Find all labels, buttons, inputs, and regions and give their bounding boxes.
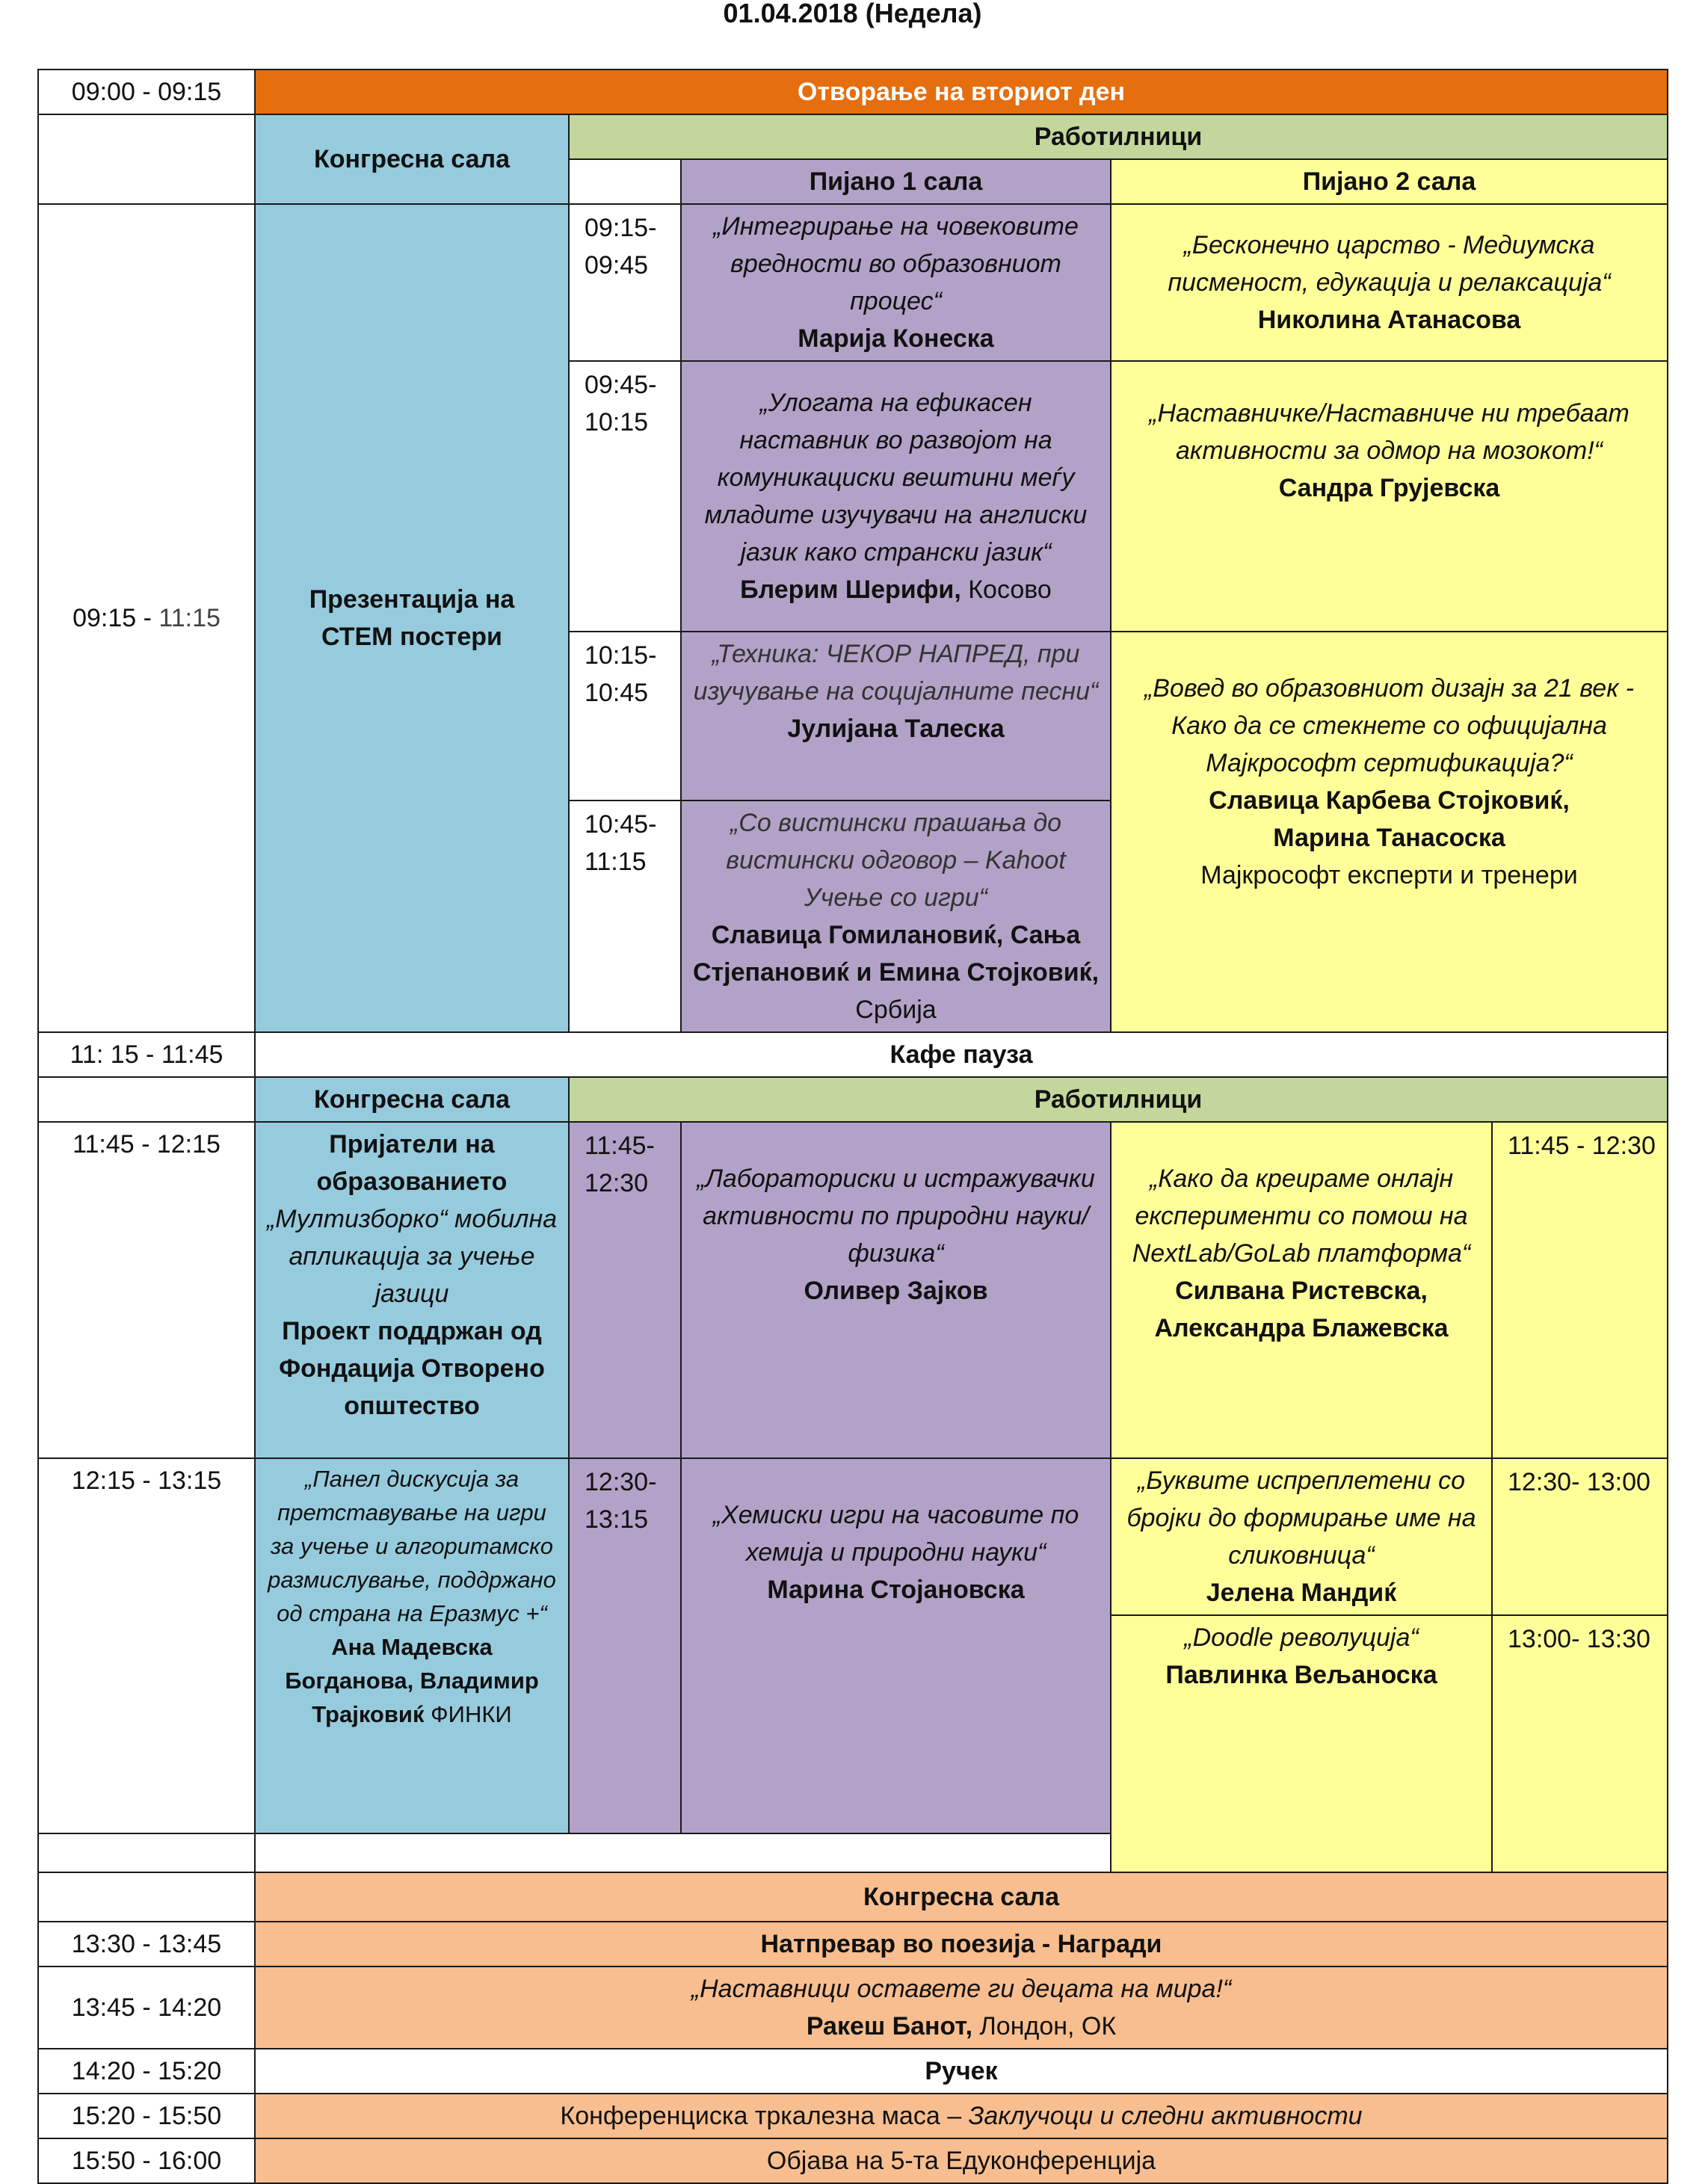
- table-row: [38, 1872, 1668, 1922]
- session-cell: „Наставничке/Наставниче ни требаат активности за одмор на мозокот!“ Сандра Грујевска: [1111, 361, 1668, 632]
- session-cell: „Улогата на ефикасен наставник во развојот на комуникациски вештини меѓу младите изучувачи на англиски јазик како странски јазик“ Блерим Шерифи, Косово: [681, 361, 1111, 632]
- time-cell: 11:45 - 12:15: [38, 1122, 255, 1458]
- empty-cell: [38, 1872, 255, 1922]
- slot-time: 12:30- 13:00: [1492, 1458, 1668, 1615]
- lunch-cell: Ручек: [255, 2049, 1668, 2094]
- slot-time: 13:00- 13:30: [1492, 1615, 1668, 1872]
- slot-time: 09:45- 10:15: [569, 361, 681, 632]
- empty-cell: [255, 1833, 1111, 1872]
- congress-hall-header: Конгресна сала: [255, 1077, 569, 1122]
- session-cell: „Со вистински прашања до вистински одговор – Kahoot Учење со игри“ Славица Гомилановиќ, Сања Стјепановиќ и Емина Стојковиќ, Србија: [681, 801, 1111, 1032]
- opening-cell: Отворање на вториот ден: [255, 70, 1668, 114]
- posters-cell: Презентација на СТЕМ постери: [255, 204, 569, 1032]
- session-cell: „Вовед во образовниот дизајн за 21 век - Како да се стекнете со официјална Мајкрософт сертификација?“ Славица Карбева Стојковиќ, Марина Танасоска Мајкрософт експерти и тренери: [1111, 632, 1668, 1032]
- table-row: [38, 2138, 1668, 2183]
- event-cell: „Наставници оставете ги децата на мира!“ Ракеш Банот, Лондон, ОК: [255, 1966, 1668, 2049]
- time-cell: 12:15 - 13:15: [38, 1458, 255, 1833]
- table-row: [38, 2049, 1668, 2094]
- session-cell: „Интегрирање на човековите вредности во образовниот процес“ Марија Конеска: [681, 204, 1111, 361]
- slot-time: 11:45 - 12:30: [1492, 1122, 1668, 1458]
- time-cell: 13:45 - 14:20: [38, 1966, 255, 2049]
- event-cell: Натпревар во поезија - Награди: [255, 1922, 1668, 1966]
- session-cell: „Doodle револуција“ Павлинка Вељаноска: [1111, 1615, 1492, 1872]
- schedule-table: [37, 69, 1668, 2184]
- congress-hall-header: Конгресна сала: [255, 1872, 1668, 1922]
- table-row: [38, 70, 1668, 114]
- empty-cell: [38, 1077, 255, 1122]
- slot-time: 09:15- 09:45: [569, 204, 681, 361]
- time-cell: 13:30 - 13:45: [38, 1922, 255, 1966]
- empty-cell: [569, 159, 681, 204]
- time-cell: 15:50 - 16:00: [38, 2138, 255, 2183]
- piano1-header: Пијано 1 сала: [681, 159, 1111, 204]
- session-cell: „Буквите испреплетени со бројки до формирање име на сликовница“ Јелена Мандиќ: [1111, 1458, 1492, 1615]
- slot-time: 10:15- 10:45: [569, 632, 681, 801]
- table-row: [38, 1922, 1668, 1966]
- table-row: [38, 1077, 1668, 1122]
- session-cell: „Панел дискусија за претставување на игри за учење и алгоритамско размислување, поддржано од страна на Еразмус +“ Ана Мадевска Богданова, Владимир Трајковиќ ФИНКИ: [255, 1458, 569, 1833]
- event-cell: Објава на 5-та Едуконференција: [255, 2138, 1668, 2183]
- congress-hall-header: Конгресна сала: [255, 114, 569, 204]
- time-cell: 09:15 - 11:15: [38, 204, 255, 1032]
- empty-cell: [38, 114, 255, 204]
- session-cell: „Како да креираме онлајн експерименти со помош на NextLab/GoLab платформа“ Силвана Ристевска, Александра Блажевска: [1111, 1122, 1492, 1458]
- workshops-header: Работилници: [569, 114, 1668, 159]
- slot-time: 12:30- 13:15: [569, 1458, 681, 1833]
- coffee-break-cell: Кафе пауза: [255, 1032, 1668, 1077]
- table-row: [38, 204, 1668, 361]
- table-row: [38, 1458, 1668, 1615]
- session-cell: „Техника: ЧЕКОР НАПРЕД, при изучување на социјалните песни“ Јулијана Талеска: [681, 632, 1111, 801]
- session-cell: „Бесконечно царство - Медиумска писменост, едукација и релаксација“ Николина Атанасова: [1111, 204, 1668, 361]
- session-cell: „Хемиски игри на часовите по хемија и природни науки“ Марина Стојановска: [681, 1458, 1111, 1833]
- slot-time: 11:45- 12:30: [569, 1122, 681, 1458]
- page-title: 01.04.2018 (Недела): [723, 0, 982, 28]
- table-row: [38, 114, 1668, 159]
- session-cell: „Лабораториски и истражувачки активности по природни науки/физика“ Оливер Зајков: [681, 1122, 1111, 1458]
- event-cell: Конференциска тркалезна маса – Заклучоци и следни активности: [255, 2094, 1668, 2138]
- workshops-header: Работилници: [569, 1077, 1668, 1122]
- time-cell: 11: 15 - 11:45: [38, 1032, 255, 1077]
- piano2-header: Пијано 2 сала: [1111, 159, 1668, 204]
- session-cell: Пријатели на образованието „Мултизборко“ мобилна апликација за учење јазици Проект поддржан од Фондација Отворено општество: [255, 1122, 569, 1458]
- table-row: [38, 1032, 1668, 1077]
- empty-cell: [38, 1833, 255, 1872]
- table-row: [38, 2094, 1668, 2138]
- time-cell: 09:00 - 09:15: [38, 70, 255, 114]
- slot-time: 10:45- 11:15: [569, 801, 681, 1032]
- table-row: [38, 1122, 1668, 1418]
- time-cell: 14:20 - 15:20: [38, 2049, 255, 2094]
- time-cell: 15:20 - 15:50: [38, 2094, 255, 2138]
- table-row: [38, 1966, 1668, 2049]
